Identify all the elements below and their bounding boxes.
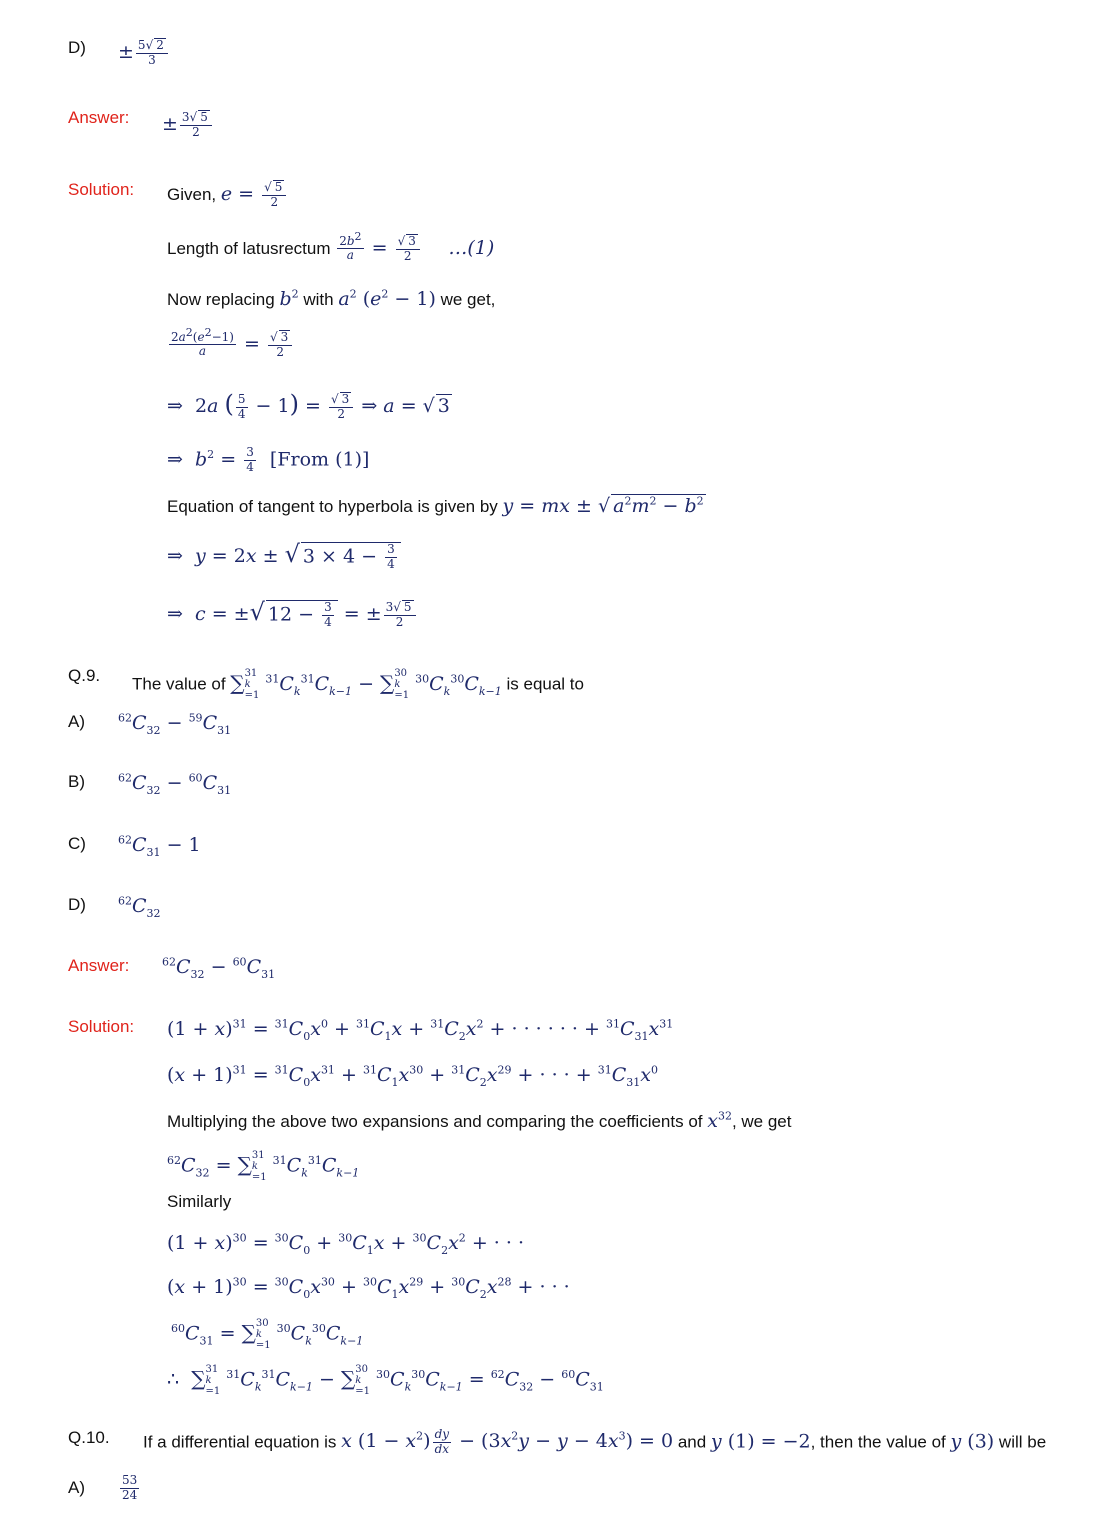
option-d-label: D) xyxy=(68,38,86,57)
q9-option-b-label: B) xyxy=(68,772,85,791)
multiply-text-2: , we get xyxy=(731,1112,792,1131)
eq-tag: …(1) xyxy=(448,236,495,259)
latus-text: Length of latusrectum xyxy=(167,238,336,258)
q9-option-c-math: $^{62}C_{31} - 1$ xyxy=(118,833,201,859)
sum-identity-1: $^{62}C_{32}$ = ∑ 31 k =1 $^{31}C_k^{31}C_{k-1}$ xyxy=(167,1150,360,1183)
q9-number: Q.9. xyxy=(68,666,101,685)
step-y-line: ⇒ y = 2x ± √ 3 × 4 − $\frac{3}{4}$ xyxy=(167,540,401,571)
multiply-text-1: Multiplying the above two expansions and comparing the coefficients of xyxy=(167,1112,708,1131)
step-fraction-line: $\frac{2a^2(e^2-1)}{a}$ = $\frac{√ 3}{2}$ xyxy=(167,330,294,360)
q8-answer-math: ± $\frac{3√ 5}{2}$ xyxy=(162,110,214,140)
q9-option-b-math: $^{62}C_{32} - ^{60}C_{31}$ xyxy=(118,771,232,797)
from-1-note: [From (1)] xyxy=(269,448,370,471)
replace-line: Now replacing $b^2$ with $a^2$ $(e^2 - 1)$ we get, xyxy=(167,287,496,310)
q9-option-c-label: C) xyxy=(68,834,86,853)
similarly-text: Similarly xyxy=(167,1192,232,1211)
q10-option-a-label: A) xyxy=(68,1478,85,1497)
expansion-2: $(x + 1)^{31} = ^{31}C_0x^{31} + ^{31}C_1x^{30} + ^{31}C_2x^{29}$ + · · · + $^{31}C_{31}x^0$ xyxy=(167,1063,658,1089)
q9-option-a-label: A) xyxy=(68,712,85,731)
expansion-4: $(x + 1)^{30} = ^{30}C_0x^{30} + ^{30}C_1x^{29} + ^{30}C_2x^{28}$ + · · · xyxy=(167,1275,570,1301)
q9-answer-label: Answer: xyxy=(68,956,130,975)
replace-text-2: with xyxy=(298,290,339,309)
latus-line: Length of latusrectum $\frac{2b^2}{a}$ = $\frac{√ 3}{2}$ …(1) xyxy=(167,229,495,263)
q9-option-d-math: $^{62}C_{32}$ xyxy=(118,894,161,920)
q10-number: Q.10. xyxy=(68,1428,110,1447)
expansion-3: $(1 + x)^{30} = ^{30}C_0 + ^{30}C_1x + ^{30}C_2x^2$ + · · · xyxy=(167,1231,524,1257)
step-c-line: ⇒ c = ±√ 12 − $\frac{3}{4}$ = ± $\frac{3√ 5}{2}$ xyxy=(167,598,418,630)
q10-stem-4: will be xyxy=(994,1432,1047,1452)
given-text: Given, xyxy=(167,184,221,204)
replace-text-1: Now replacing xyxy=(167,290,280,309)
q9-stem-start: The value of xyxy=(132,674,231,694)
replace-text-3: we get, xyxy=(435,290,496,309)
step-b-line: ⇒ $b^2$ = $\frac{3}{4}$ [From (1)] xyxy=(167,445,370,474)
expansion-1: $(1 + x)^{31} = ^{31}C_0x^0 + ^{31}C_1x + ^{31}C_2x^2$ + · · · · · · + $^{31}C_{31}x^{31}$ xyxy=(167,1017,674,1043)
q9-solution-label: Solution: xyxy=(68,1017,135,1036)
q10-stem-3: , then the value of xyxy=(810,1432,951,1452)
option-d-math: ± $\frac{5√ 2}{3}$ xyxy=(118,38,170,68)
tangent-line: Equation of tangent to hyperbola is given by y = mx ± √ $a^2m^2 - b^2$ xyxy=(167,494,704,517)
multiply-line: Multiplying the above two expansions and comparing the coefficients of $x^{32}$, we get xyxy=(167,1109,792,1132)
q9-option-a-math: $^{62}C_{32} - ^{59}C_{31}$ xyxy=(118,711,232,737)
q9-stem-end: is equal to xyxy=(501,674,584,694)
q9-option-d-label: D) xyxy=(68,895,86,914)
tangent-text: Equation of tangent to hyperbola is given by xyxy=(167,497,503,516)
sum-identity-2: $^{60}C_{31}$ = ∑ 30 k =1 $^{30}C_k^{30}C_{k-1}$ xyxy=(171,1318,364,1351)
step-a-line: ⇒ 2a ( $\frac{5}{4}$ − 1) = $\frac{√ 3}{2}$ ⇒ a = √ 3 xyxy=(167,390,450,421)
q9-stem: The value of ∑ 31 k =1 $^{31}C_k^{31}C_{k-1}$ − ∑ 30 k =1 $^{30}C_k^{30}C_{k-1}$ is equal to xyxy=(132,668,584,701)
given-line: Given, e = $\frac{√ 5}{2}$ xyxy=(167,180,288,210)
q10-stem-2: and xyxy=(673,1432,711,1452)
q9-answer-math: $^{62}C_{32} - ^{60}C_{31}$ xyxy=(162,955,276,981)
q10-stem: If a differential equation is x $(1 - x^2)$ $\frac{dy}{dx}$ − $(3x^2y - y - 4x^3) = 0$ and y (1) = −2, then the value of y (3) will be xyxy=(143,1427,1047,1456)
q10-option-a-math: $\frac{53}{24}$ xyxy=(122,1473,138,1502)
answer-label: Answer: xyxy=(68,108,130,127)
solution-label: Solution: xyxy=(68,180,135,199)
q10-stem-1: If a differential equation is xyxy=(143,1432,342,1452)
therefore-line: ∴ ∑ 31 k =1 $^{31}C_k^{31}C_{k-1}$ − ∑ 30 k =1 $^{30}C_k^{30}C_{k-1} = ^{62}C_{32} - ^{60}C_{31}$ xyxy=(167,1364,604,1397)
